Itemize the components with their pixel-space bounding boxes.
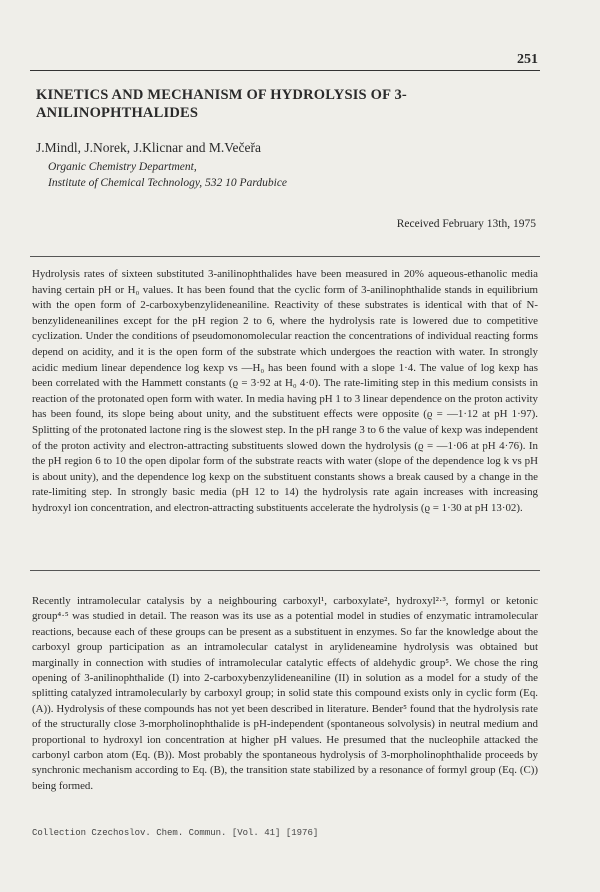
affiliation-line-2: Institute of Chemical Technology, 532 10 Pardubice <box>48 177 288 189</box>
received-date: Received February 13th, 1975 <box>396 218 536 230</box>
authors: J.Mindl, J.Norek, J.Klicnar and M.Večeřa <box>36 140 261 155</box>
affiliation-line-1: Organic Chemistry Department, <box>48 161 197 173</box>
page-number: 251 <box>517 52 538 67</box>
body-paragraph: Recently intramolecular catalysis by a neighbouring carboxyl¹, carboxylate², hydroxyl²·³, formyl or ketonic group⁴·⁵ was studied in detail. The reason was its use as a potential model in studies of enzymatic intramolecular reactions, because each of these groups can be present as a substituent in enzymes. So far the knowledge about the carboxyl group participation as an intramolecular catalyst in arylideneamine hydrolysis was obtained but marginally in connection with studies of intramolecular catalytic effects of aldehydic group⁵. We chose the ring opening of 3-anilinophthalide (I) into 2-carboxybenzylideneaniline (II) in solution as a model for a study of the splitting catalyzed intramolecularly by carboxyl group; in solid state this compound exists only in cyclic form (Eq. (A)). Hydrolysis of these compounds has not yet been described in literature. Bender⁵ found that the hydrolysis rate of the structurally close 3-morpholinophthalide is pH-independent (spontaneous solvolysis) in neutral medium and proportional to hydroxyl ion concentration at higher pH values. He presumed that the nucleophile attacked the carbonyl carbon atom (Eq. (B)). Most probably the spontaneous hydrolysis of 3-morpholinophthalide proceeds by synchronic mechanism according to Eq. (B), the transition state stabilized by a resonance of formyl group (Eq. (C)) being formed. <box>32 595 538 792</box>
header-rule <box>30 70 540 71</box>
abstract-bottom-rule <box>30 570 540 571</box>
article-title: KINETICS AND MECHANISM OF HYDROLYSIS OF 3-ANILINOPHTHALIDES <box>36 87 407 121</box>
journal-footer: Collection Czechoslov. Chem. Commun. [Vol. 41] [1976] <box>32 828 319 838</box>
abstract-top-rule <box>30 256 540 257</box>
affiliation <box>48 159 287 191</box>
abstract: Hydrolysis rates of sixteen substituted 3-anilinophthalides have been measured in 20% aqueous-ethanolic media having certain pH or H₀ values. It has been found that the cyclic form of 3-anilinophthalide stands in equilibrium with the open form of 2-carboxybenzylideneaniline. Reactivity of these substrates is identical with that of N-benzylideneanilines except for the pH region 2 to 6, where the hydrolysis rate is lowered due to competitive cyclization. Under the conditions of pseudomonomolecular reaction the concentrations of individual reacting forms depend on acidity, and it is the open form of the substrate which undergoes the reaction with water. In strongly acidic medium linear dependence log kexp vs —H₀ has been found with a slope 1·4. The value of log kexp has been correlated with the Hammett constants (ϱ = 3·92 at H₀ 4·0). The rate-limiting step in this medium consists in reaction of the protonated open form with water. In media having pH 1 to 3 linear dependence on the proton activity has been found, its slope being about unity, and the substituent effects were opposite (ϱ = —1·12 at pH 1·97). Splitting of the protonated lactone ring is the slowest step. In the pH range 3 to 6 the value of kexp was independent of the proton activity and electron-attracting substituents slowed down the hydrolysis (ϱ = —1·06 at pH 4·76). In the pH region 6 to 10 the open dipolar form of the substrate reacts with water (slope of the dependence log k vs pH is about unity), and the dependence log kexp on the substituent constants shows a break caused by a change in the rate-limiting step. In strongly basic media (pH 12 to 14) the hydrolysis rate again increases with increasing hydroxyl ion concentration, and electron-attracting substituents accelerate the hydrolysis (ϱ = 1·30 at pH 13·02). <box>32 268 538 514</box>
